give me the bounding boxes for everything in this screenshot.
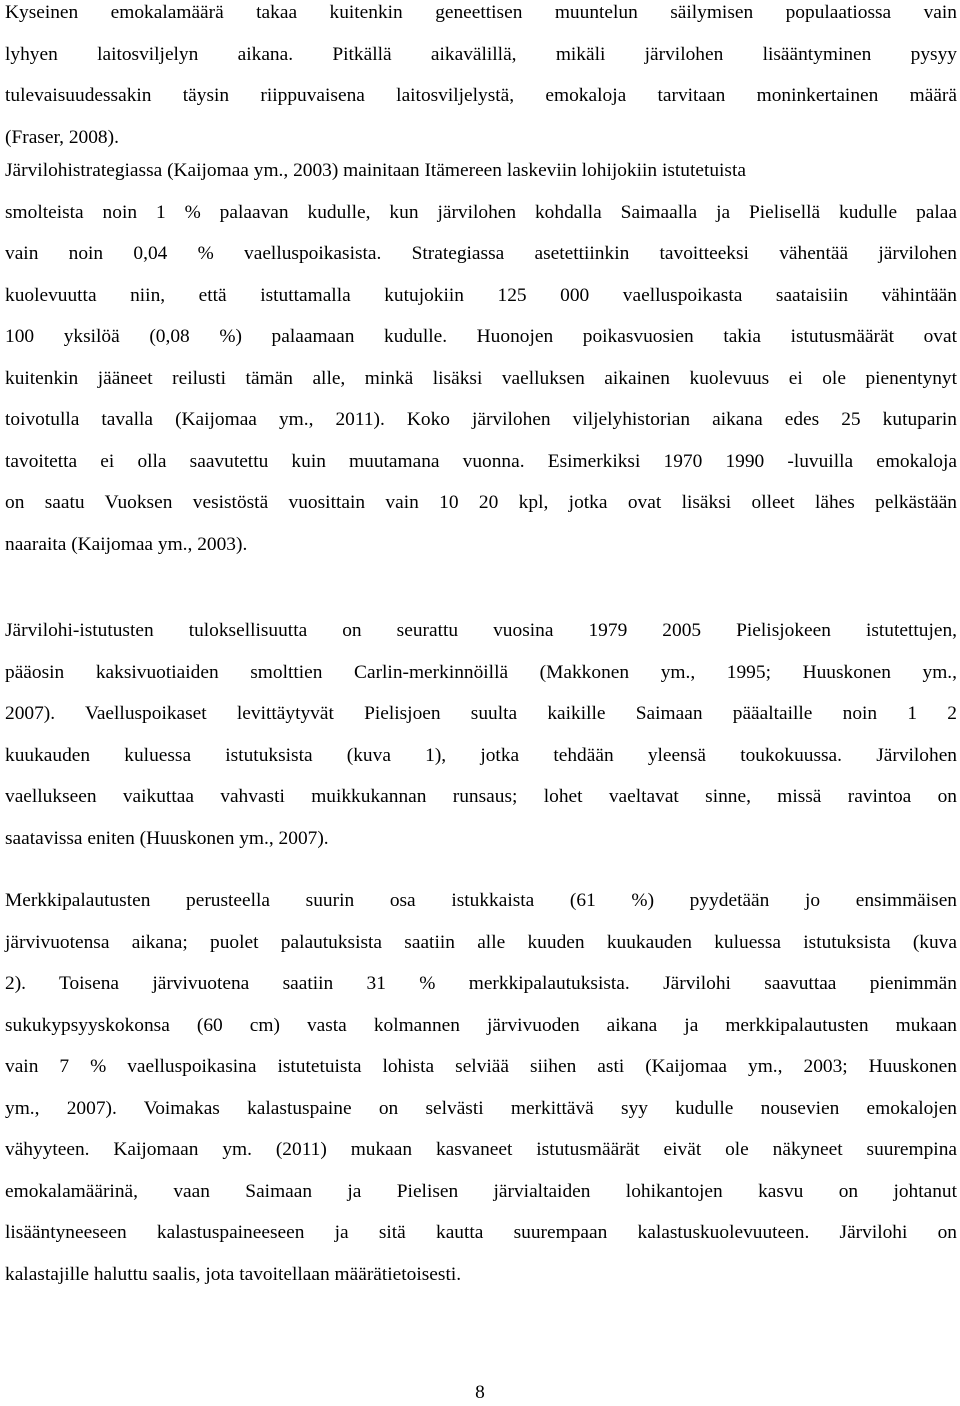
paragraph-1: [5, 0, 957, 166]
text-line: Järvilohistrategiassa (Kaijomaa ym., 2003) mainitaan Itämereen laskeviin lohijokiin istutetuista: [5, 160, 746, 181]
text-line: naaraita (Kaijomaa ym., 2003).: [5, 533, 248, 555]
paragraph-3: [5, 618, 957, 867]
text-line: 2007). Vaelluspoikaset levittäytyvät Pielisjoen suulta kaikille Saimaan pääaltaille noin 1 2: [5, 703, 957, 724]
text-line: toivotulla tavalla (Kaijomaa ym., 2011). Koko järvilohen viljelyhistorian aikana edes 25 kutuparin: [5, 409, 957, 430]
paragraph-2: [5, 158, 957, 573]
text-line: tulevaisuudessakin täysin riippuvaisena laitosviljelystä, emokaloja tarvitaan moninkertainen määrä: [5, 85, 957, 106]
text-line: vain 7 % vaelluspoikasina istutetuista lohista selviää siihen asti (Kaijomaa ym., 2003; Huuskonen: [5, 1056, 957, 1077]
text-line: sukukypsyyskokonsa (60 cm) vasta kolmannen järvivuoden aikana ja merkkipalautusten mukaan: [5, 1014, 957, 1036]
text-line: saatavissa eniten (Huuskonen ym., 2007).: [5, 827, 329, 849]
text-line: pääosin kaksivuotiaiden smolttien Carlin-merkinnöillä (Makkonen ym., 1995; Huuskonen ym.,: [5, 661, 957, 683]
text-line: smolteista noin 1 % palaavan kudulle, kun järvilohen kohdalla Saimaalla ja Pielisellä kudulle palaa: [5, 201, 957, 223]
text-line: Järvilohi-istutusten tuloksellisuutta on seurattu vuosina 1979 2005 Pielisjokeen istutettujen,: [5, 620, 957, 641]
text-line: (Fraser, 2008).: [5, 126, 119, 148]
text-line: kuitenkin jääneet reilusti tämän alle, minkä lisäksi vaelluksen aikainen kuolevuus ei ole pienentynyt: [5, 367, 957, 389]
text-line: kuukauden kuluessa istutuksista (kuva 1), jotka tehdään yleensä toukokuussa. Järvilohen: [5, 744, 957, 766]
text-line: lyhyen laitosviljelyn aikana. Pitkällä aikavälillä, mikäli järvilohen lisääntyminen pysyy: [5, 43, 957, 65]
text-line: Merkkipalautusten perusteella suurin osa istukkaista (61 %) pyydetään jo ensimmäisen: [5, 890, 957, 911]
page-number: 8: [475, 1382, 485, 1403]
text-line: on saatu Vuoksen vesistöstä vuosittain vain 10 20 kpl, jotka ovat lisäksi olleet lähes pelkästään: [5, 492, 957, 513]
text-line: vaellukseen vaikuttaa vahvasti muikkukannan runsaus; lohet vaeltavat sinne, missä ravintoa on: [5, 786, 957, 807]
text-line: ym., 2007). Voimakas kalastuspaine on selvästi merkittävä syy kudulle nousevien emokalojen: [5, 1097, 957, 1119]
text-line: emokalamäärinä, vaan Saimaan ja Pielisen järvialtaiden lohikantojen kasvu on johtanut: [5, 1180, 957, 1202]
paragraph-4: [5, 888, 957, 1303]
text-line: järvivuotensa aikana; puolet palautuksista saatiin alle kuuden kuukauden kuluessa istutuksista (kuva: [5, 931, 957, 953]
text-line: lisääntyneeseen kalastuspaineeseen ja sitä kautta suurempaan kalastuskuolevuuteen. Järvilohi on: [5, 1222, 957, 1243]
text-line: kalastajille haluttu saalis, jota tavoitellaan määrätietoisesti.: [5, 1263, 462, 1285]
text-line: 2). Toisena järvivuotena saatiin 31 % merkkipalautuksista. Järvilohi saavuttaa pienimmän: [5, 973, 957, 994]
text-line: vain noin 0,04 % vaelluspoikasista. Strategiassa asetettiinkin tavoitteeksi vähentää järvilohen: [5, 243, 957, 264]
text-line: tavoitetta ei olla saavutettu kuin muutamana vuonna. Esimerkiksi 1970 1990 -luvuilla emokaloja: [5, 450, 957, 472]
text-line: 100 yksilöä (0,08 %) palaamaan kudulle. Huonojen poikasvuosien takia istutusmäärät ovat: [5, 326, 957, 347]
text-line: kuolevuutta niin, että istuttamalla kutujokiin 125 000 vaelluspoikasta saataisiin vähintään: [5, 284, 957, 306]
text-line: Kyseinen emokalamäärä takaa kuitenkin geneettisen muuntelun säilymisen populaatiossa vain: [5, 2, 957, 23]
text-line: vähyyteen. Kaijomaan ym. (2011) mukaan kasvaneet istutusmäärät eivät ole näkyneet suurempina: [5, 1139, 957, 1160]
